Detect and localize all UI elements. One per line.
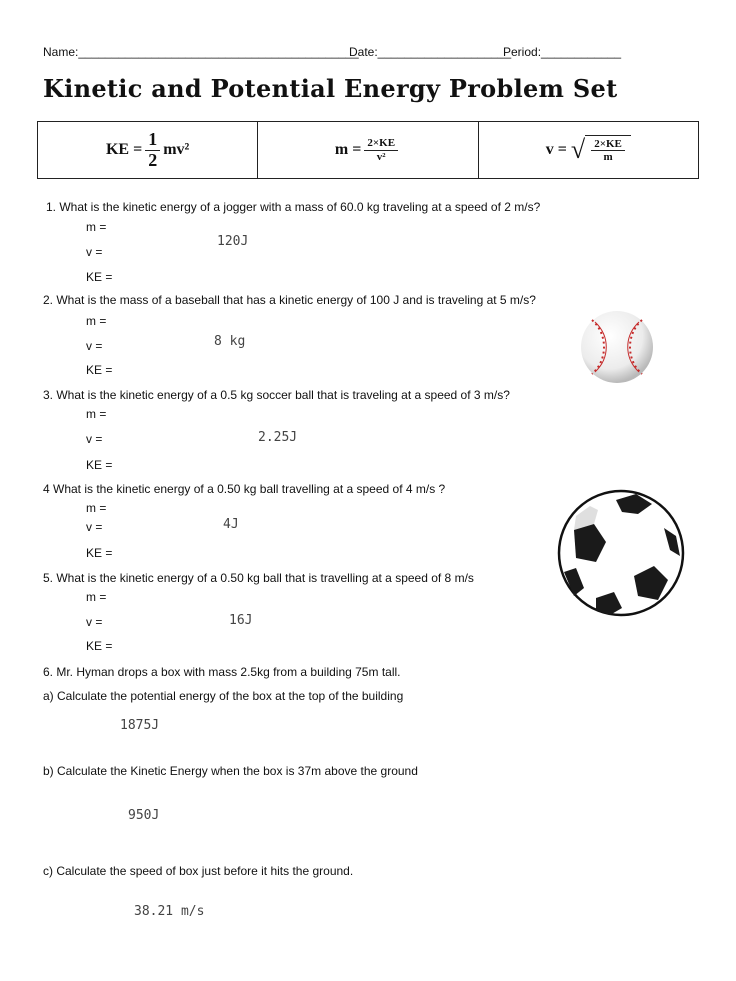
date-field-label: Date:____________________ <box>349 45 512 59</box>
ke-fraction-denominator: 2 <box>148 149 158 170</box>
q2-m-label: m = <box>86 314 107 328</box>
q1-answer: 120J <box>217 234 249 249</box>
velocity-formula-lhs: v = <box>545 141 567 158</box>
name-field-label: Name:__________________________________________ <box>43 45 359 59</box>
velocity-fraction <box>591 138 625 163</box>
formula-table <box>37 121 699 179</box>
question-6: 6. Mr. Hyman drops a box with mass 2.5kg from a building 75m tall. <box>43 665 401 679</box>
q3-m-label: m = <box>86 407 107 421</box>
q1-ke-label: KE = <box>86 270 113 284</box>
question-2: 2. What is the mass of a baseball that has a kinetic energy of 100 J and is traveling at 5 m/s? <box>43 293 536 307</box>
ke-formula-lhs: KE = <box>105 141 143 158</box>
period-field-label: Period:____________ <box>503 45 622 59</box>
ke-formula-rhs: mv² <box>163 141 190 158</box>
question-6c: c) Calculate the speed of box just before it hits the ground. <box>43 864 354 878</box>
q5-m-label: m = <box>86 590 107 604</box>
q2-answer: 8 kg <box>214 334 246 349</box>
ke-fraction <box>145 130 160 171</box>
question-4: 4 What is the kinetic energy of a 0.50 kg ball travelling at a speed of 4 m/s ? <box>43 482 446 496</box>
mass-fraction-denominator: v² <box>376 150 386 163</box>
velocity-fraction-numerator: 2×KE <box>591 138 625 151</box>
q3-v-label: v = <box>86 432 103 446</box>
q5-ke-label: KE = <box>86 639 113 653</box>
q2-ke-label: KE = <box>86 363 113 377</box>
mass-formula-lhs: m = <box>334 141 362 158</box>
ke-fraction-numerator: 1 <box>145 130 160 151</box>
q1-m-label: m = <box>86 220 107 234</box>
square-root-sign: √ $\frac{2\times KE}{m}$ <box>571 135 631 165</box>
q4-answer: 4J <box>223 517 239 532</box>
q6a-answer: 1875J <box>120 718 160 733</box>
q5-answer: 16J <box>229 613 253 628</box>
velocity-fraction-denominator: m <box>603 151 613 164</box>
question-5: 5. What is the kinetic energy of a 0.50 kg ball that is travelling at a speed of 8 m/s <box>43 571 474 585</box>
q6c-answer: 38.21 m/s <box>134 904 205 919</box>
soccer-ball-image <box>556 488 686 618</box>
q4-m-label: m = <box>86 501 107 515</box>
question-3: 3. What is the kinetic energy of a 0.5 kg soccer ball that is traveling at a speed of 3 m/s? <box>43 388 510 402</box>
q2-v-label: v = <box>86 339 103 353</box>
q5-v-label: v = <box>86 615 103 629</box>
question-1: 1. What is the kinetic energy of a jogger with a mass of 60.0 kg traveling at a speed of 2 m/s? <box>46 200 541 214</box>
question-6b: b) Calculate the Kinetic Energy when the box is 37m above the ground <box>43 764 418 778</box>
q4-v-label: v = <box>86 520 103 534</box>
q1-v-label: v = <box>86 245 103 259</box>
ke-formula <box>38 122 257 178</box>
q3-ke-label: KE = <box>86 458 113 472</box>
baseball-image <box>578 308 656 386</box>
q3-answer: 2.25J <box>258 430 298 445</box>
q4-ke-label: KE = <box>86 546 113 560</box>
velocity-formula <box>478 122 698 178</box>
mass-fraction-numerator: 2×KE <box>364 137 398 150</box>
q6b-answer: 950J <box>128 808 160 823</box>
page-title: Kinetic and Potential Energy Problem Set <box>43 74 618 103</box>
mass-formula <box>257 122 477 178</box>
mass-fraction <box>364 137 398 162</box>
question-6a: a) Calculate the potential energy of the box at the top of the building <box>43 689 404 703</box>
